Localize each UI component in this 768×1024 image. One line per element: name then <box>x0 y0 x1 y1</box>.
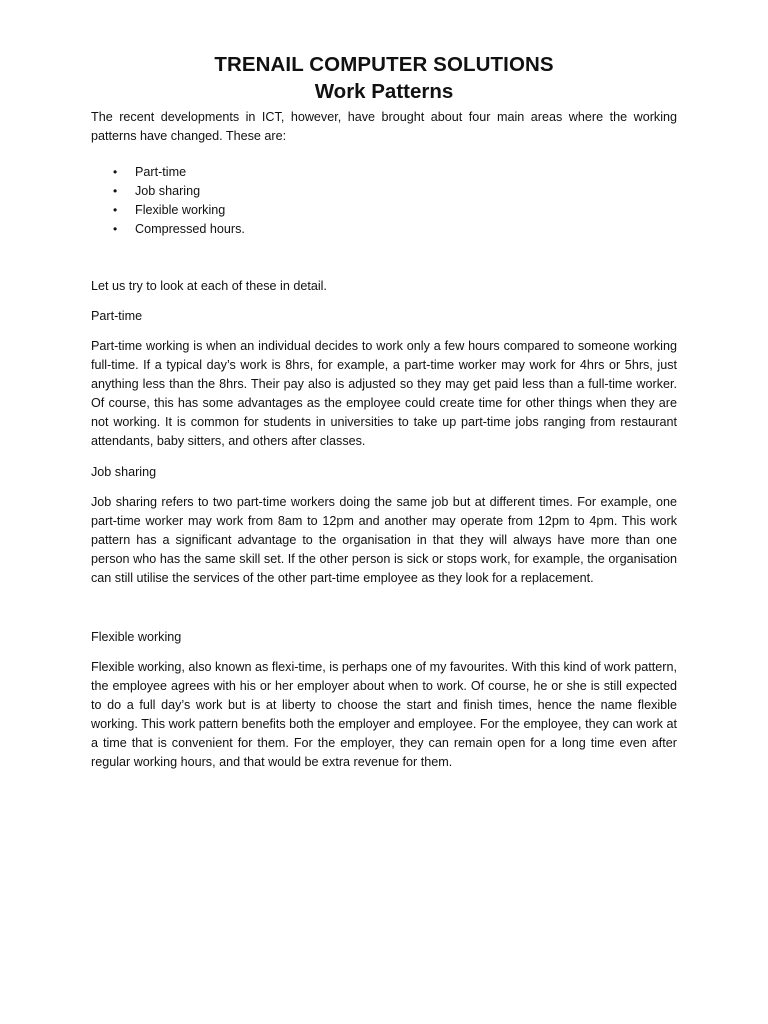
bullet-icon: • <box>113 184 118 198</box>
list-item <box>91 201 677 220</box>
section-body-part-time: Part-time working is when an individual decides to work only a few hours compared to someone working full-time. If a typical day’s work is 8hrs, for example, a part-time worker may work for 4hrs or 5hrs, just anything less than the 8hrs. Their pay also is adjusted so they may get paid less than a full-time worker. Of course, this has some advantages as the employee could create time for other things when they are not working. It is common for students in universities to take up part-time jobs ranging from restaurant attendants, baby sitters, and others after classes. <box>91 339 677 448</box>
list-item-label: Job sharing <box>135 184 201 198</box>
bullet-icon: • <box>113 165 118 179</box>
list-item <box>91 182 677 201</box>
list-item <box>91 220 677 239</box>
document-page <box>91 52 677 772</box>
bullet-icon: • <box>113 222 118 236</box>
document-subtitle: Work Patterns <box>314 80 454 103</box>
section-heading-part-time: Part-time <box>91 309 143 323</box>
section-body-flexible-working: Flexible working, also known as flexi-time, is perhaps one of my favourites. With this kind of work pattern, the employee agrees with his or her employer about when to work. Of course, he or she is still expected to do a full day’s work but is at liberty to choose the start and finish times, hence the name flexible working. This work pattern benefits both the employer and employee. For the employee, they can work at a time that is convenient for them. For the employer, they can remain open for a long time even after regular working hours, and that would be extra revenue for them. <box>91 660 677 769</box>
work-patterns-list <box>91 163 677 239</box>
lead-in-paragraph: Let us try to look at each of these in detail. <box>91 279 327 293</box>
intro-paragraph: The recent developments in ICT, however, have brought about four main areas where the working patterns have changed. These are: <box>91 110 677 143</box>
section-heading-job-sharing: Job sharing <box>91 465 157 479</box>
list-item-label: Flexible working <box>135 203 226 217</box>
section-heading-flexible-working: Flexible working <box>91 630 182 644</box>
bullet-icon: • <box>113 203 118 217</box>
list-item <box>91 163 677 182</box>
list-item-label: Part-time <box>135 165 187 179</box>
list-item-label: Compressed hours. <box>135 222 245 236</box>
document-title: TRENAIL COMPUTER SOLUTIONS <box>214 53 554 76</box>
section-body-job-sharing: Job sharing refers to two part-time workers doing the same job but at different times. For example, one part-time worker may work from 8am to 12pm and another may operate from 12pm to 4pm. This work pattern has a significant advantage to the organisation in that they will always have more than one person who has the same skill set. If the other person is sick or stops work, for example, the organisation can still utilise the services of the other part-time employee as they look for a replacement. <box>91 495 677 585</box>
